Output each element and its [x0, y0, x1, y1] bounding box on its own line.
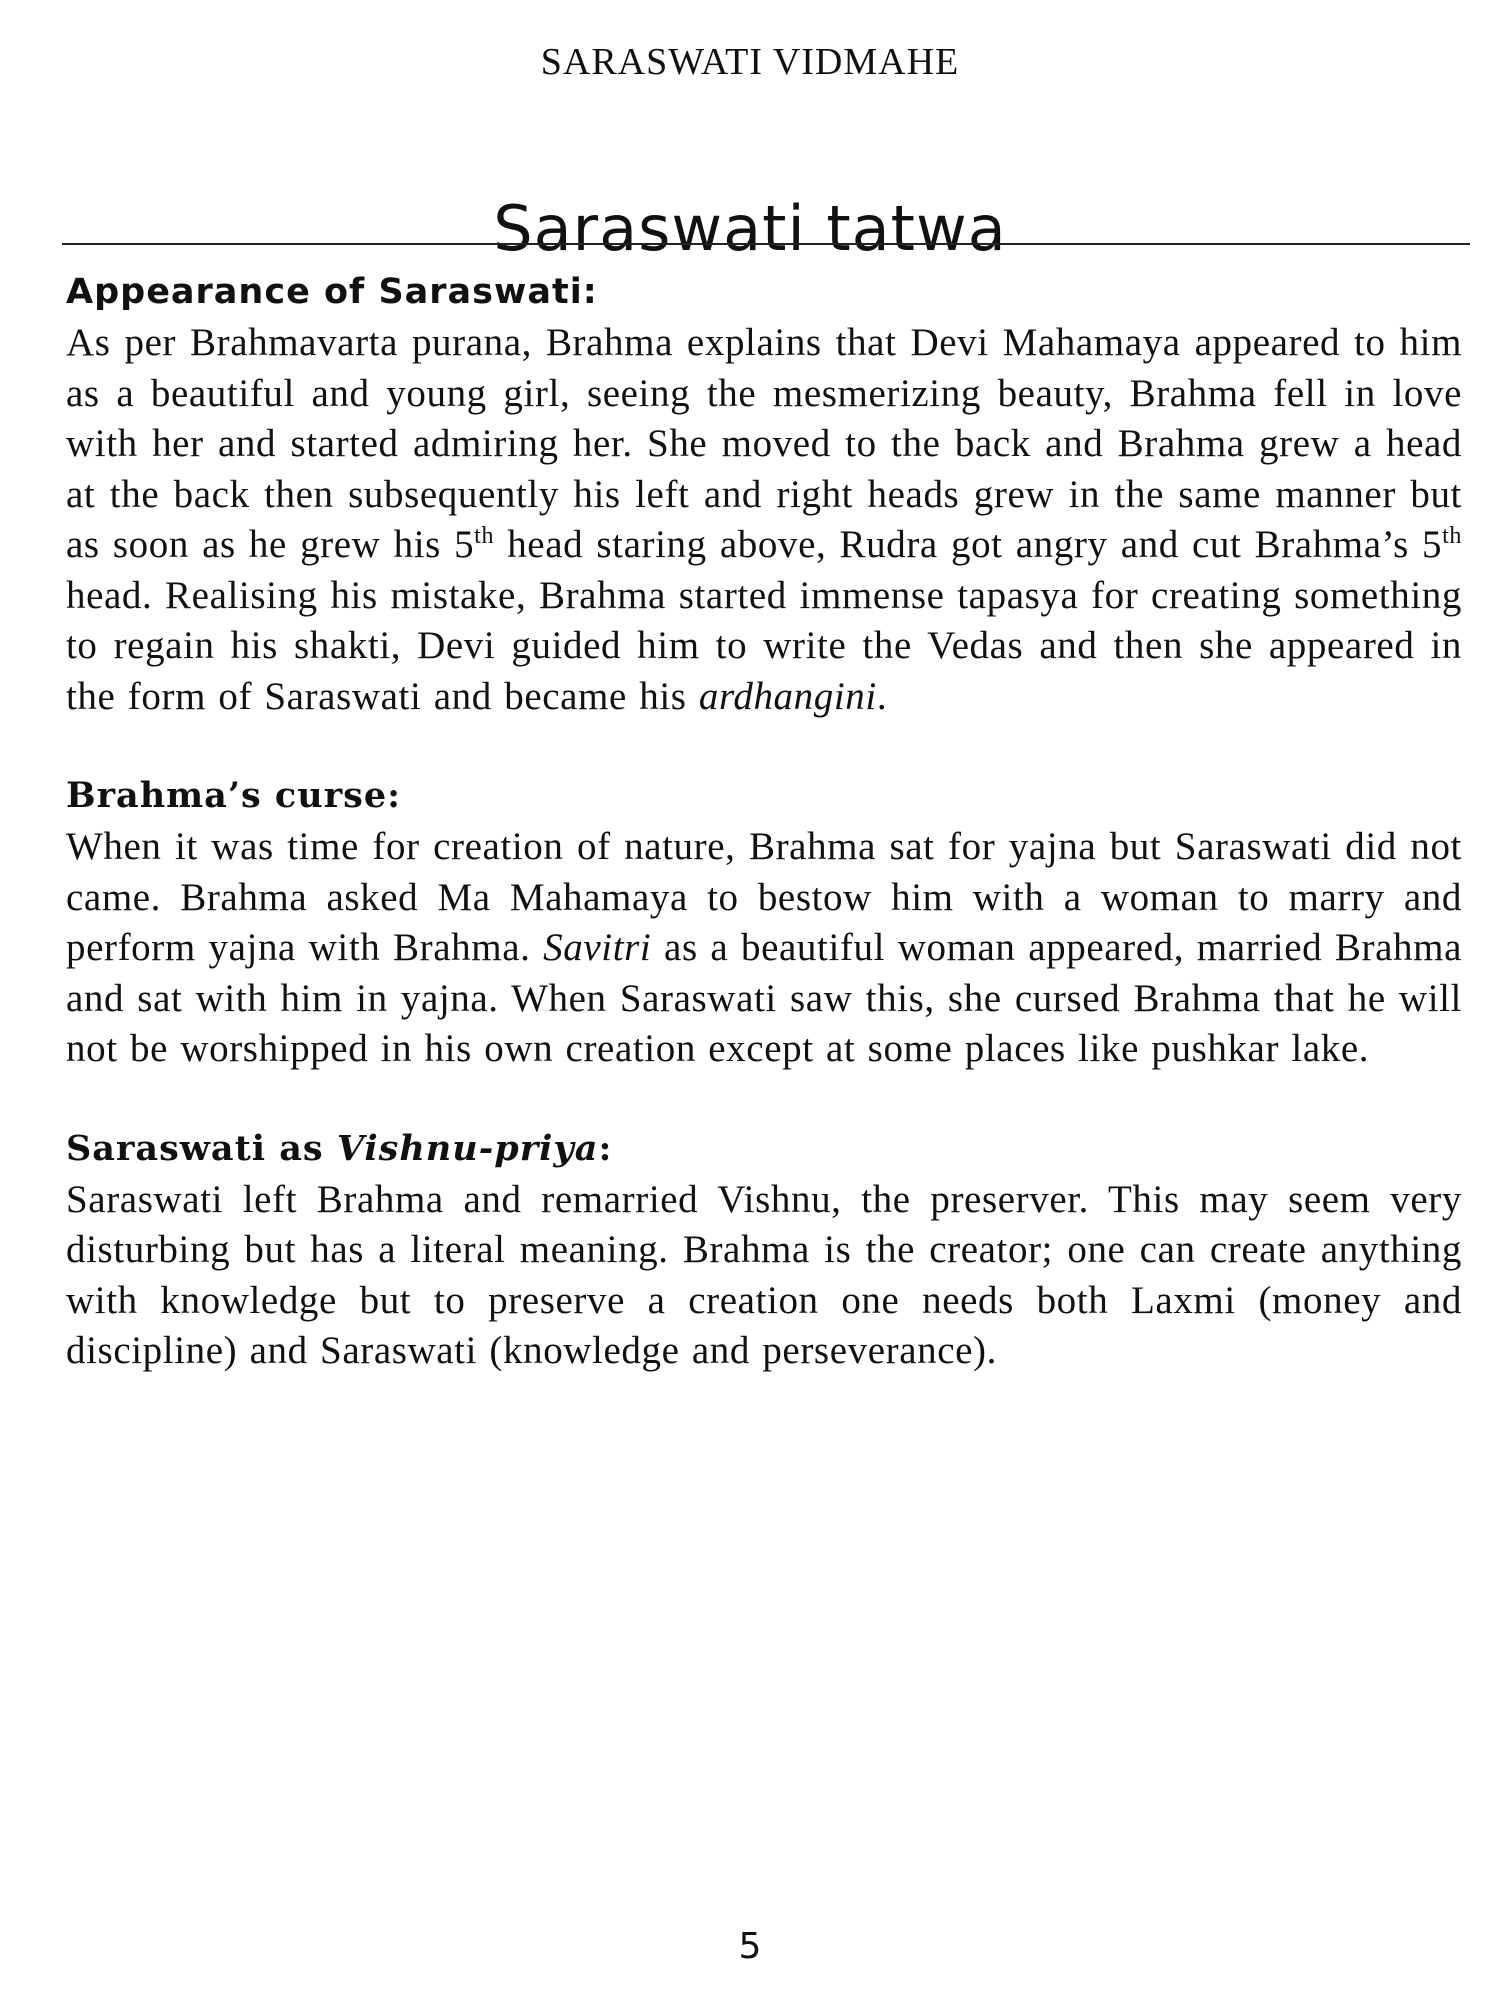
section-vishnu-priya [66, 1125, 1462, 1377]
page-number: 5 [738, 1926, 762, 1967]
section-heading-curse: Brahma’s curse: [66, 775, 402, 816]
paragraph-appearance [66, 318, 1462, 722]
superscript-ordinal: th [474, 523, 495, 549]
title-divider [62, 243, 1470, 245]
text-run: When it was time for creation of nature, Brahma sat for yajna but Saraswati did not came. Brahma asked Ma Mahamaya to bestow him with a woman to marry and perform yajna with Brahma. [66, 825, 1462, 969]
heading-italic-term: Vishnu-priya [336, 1127, 599, 1169]
chapter-title: Saraswati tatwa [493, 191, 1007, 265]
italic-term: Savitri [543, 926, 652, 969]
text-run: As per Brahmavarta purana, Brahma explains that Devi Mahamaya appeared to him as a beautiful and young girl, seeing the mesmerizing beauty, Brahma fell in love with her and started admiring her. She moved to the back and Brahma grew a head at the back then subsequently his left and right heads grew in the same manner but as soon as he grew his 5 [66, 321, 1462, 566]
superscript-ordinal: th [1442, 523, 1462, 549]
section-heading-appearance: Appearance of Saraswati: [66, 272, 598, 312]
text-run: head staring above, Rudra got angry and cut Brahma’s 5 [494, 523, 1443, 566]
section-curse [66, 772, 1462, 1075]
section-heading-vishnu-priya [66, 1125, 1462, 1173]
page-body [66, 268, 1462, 1427]
section-appearance [66, 268, 1462, 722]
paragraph-curse [66, 822, 1462, 1075]
running-header: SARASWATI VIDMAHE [540, 41, 960, 83]
text-run: as a beautiful woman appeared, married Brahma and sat with him in yajna. When Saraswati saw this, she cursed Brahma that he will not be worshipped in his own creation except at some places like pushkar lake. [66, 926, 1462, 1070]
italic-term: ardhangini [698, 674, 877, 718]
text-run: head. Realising his mistake, Brahma started immense tapasya for creating something to regain his shakti, Devi guided him to write the Vedas and then she appeared in the form of Saraswati and became his [66, 573, 1462, 718]
paragraph-vishnu-priya: Saraswati left Brahma and remarried Vishnu, the preserver. This may seem very disturbing but has a literal meaning. Brahma is the creator; one can create anything with knowledge but to preserve a creation one needs both Laxmi (money and discipline) and Saraswati (knowledge and perseverance). [66, 1177, 1462, 1372]
heading-text: Saraswati as [66, 1127, 337, 1169]
text-run: . [876, 674, 888, 718]
heading-text: : [598, 1127, 613, 1169]
